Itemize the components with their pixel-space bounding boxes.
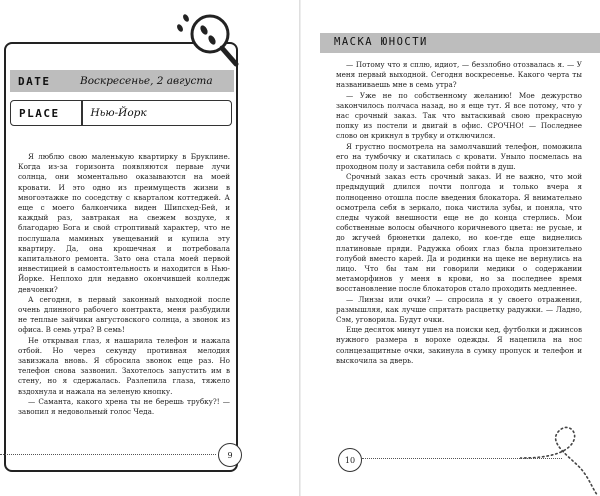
place-label: PLACE (19, 106, 60, 120)
place-divider (81, 100, 83, 126)
paragraph: Не открывая глаз, я нашарила телефон и нажала отбой. Но через секунду противная мелодия завизжала вновь. Я сбросила звонок еще раз. Но телефон снова зазвонил. Захотелось запустить им в стену, но я сдержалась. Разлепила глаза, тяжело вздохнула и нажала на зеленую кнопку. (18, 335, 230, 396)
left-page-text (18, 152, 230, 417)
paragraph: Срочный заказ есть срочный заказ. И не важно, что мой предыдущий длился почти полгода и только вчера я полноценно отошла после введения блокатора. Я внимательно осмотрела себя в зеркало, пока чистила зубы, и поняла, что следы чужой внешности еще не до конца стерлись. Мои собственные волосы обычного коричневого цвета: не русые, и до жгучей брюнетки далеко, но кое-где еще виднелись платиновые пряди. Радужка обоих глаз была пронзительно голубой вместо карей. Да и родинки на щеке не вернулись на лицо. Что бы там ни говорили медики о содержании метаморфинов у меня в крови, но за последнее время восстановление после блокаторов стало проходить медленнее. (336, 172, 582, 294)
paragraph: — Линзы или очки? — спросила я у своего отражения, размышляя, как лучше спрятать расцветку радужки. — Ладно, Сэм, уговорила. Будут очки. (336, 294, 582, 325)
paragraph: Я грустно посмотрела на замолчавший телефон, поможила его на тумбочку и скатилась с кровати. Уныло посмелась на проходном полу и заставила себя пойти в душ. (336, 141, 582, 172)
date-bar (10, 70, 234, 92)
paragraph: — Потому что я сплю, идиот, — беззлобно отозвалась я. — У меня первый выходной. Сегодня воскресенье. Какого черта ты названиваешь мне в семь утра? (336, 60, 582, 90)
page-number-right: 10 (338, 448, 362, 472)
running-header: МАСКА ЮНОСТИ (334, 36, 428, 48)
paragraph: А сегодня, в первый законный выходной после очень длинного рабочего контракта, меня разбудили не теплые зайчики августовского солнца, а звонок из офиса. В семь утра? В семь! (18, 294, 230, 335)
magnifier-footprints-icon (176, 8, 246, 68)
paragraph: — Саманта, какого хрена ты не берешь трубку?! — завопил я недовольный голос Чеда. (18, 396, 230, 417)
paragraph: Еще десяток минут ушел на поиски кед, футболки и джинсов нужного размера в ворохе одежды. Я нацепила на нос солнцезащитные очки, закинула в сумку пропуск и телефон и выскочила за дверь. (336, 325, 582, 365)
right-page-text (336, 60, 582, 366)
page-number-left: 9 (218, 443, 242, 467)
dotted-swirl-decoration (520, 410, 600, 496)
dotted-line-left (0, 454, 216, 457)
paragraph: Я люблю свою маленькую квартирку в Бруклине. Когда из-за горизонта появляются первые лучи солнца, они моментально оказываются на моей кровати. И это одно из преимуществ жизни в многоэтажке по соседству с кварталом коттеджей. А еще с моего балкончика виден Шипсхед-Бей, и каждый раз, завтракая на свежем воздухе, я благодарю Бога и свой строптивый характер, что не послушала маминых увещеваний и купила эту квартиру. Да, она крошечная и потребовала капитального ремонта. Зато она стала моей первой инвестицией в самостоятельность и находится в Нью-Йорке. Неплохо для недавно окончившей колледж девчонки? (18, 152, 230, 294)
date-value: Воскресенье, 2 августа (80, 75, 213, 87)
place-value: Нью-Йорк (90, 107, 147, 119)
date-label: DATE (18, 74, 51, 88)
place-box (10, 100, 232, 126)
book-spine (299, 0, 301, 496)
paragraph: — Уже не по собственному желанию! Мое дежурство закончилось полчаса назад, но я еще тут. Я все потому, что у нас срочный заказ. Так что вытаскивай свою прекрасную попку из постели и двигай в офис. СРОЧНО! — Последнее слово он крикнул в трубку и отключился. (336, 90, 582, 141)
